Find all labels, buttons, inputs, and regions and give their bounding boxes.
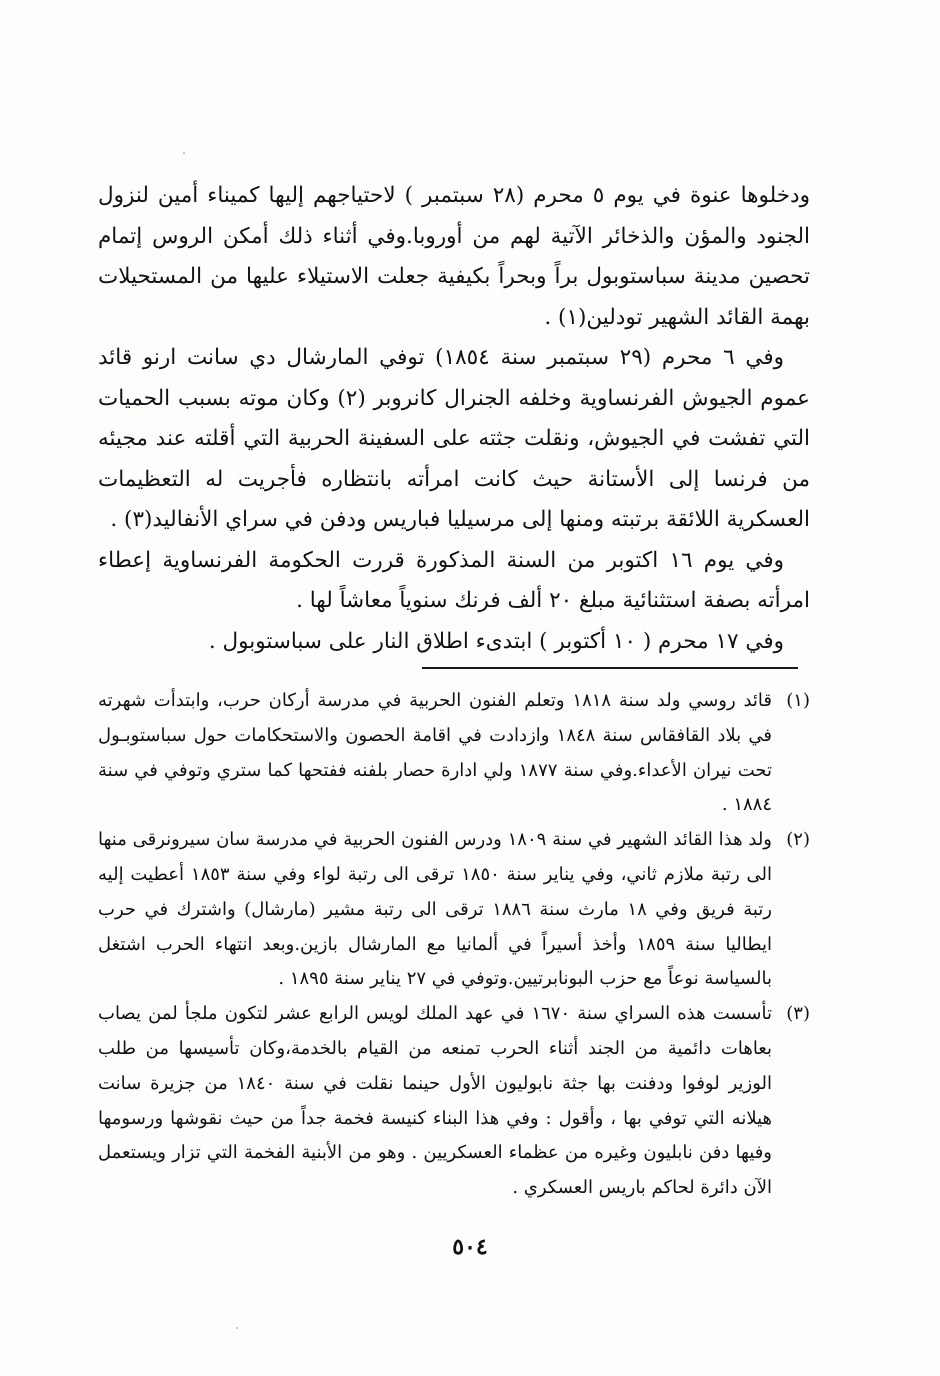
paragraph: وفي يوم ١٦ اكتوبر من السنة المذكورة قررت الحكومة الفرنساوية إعطاء امرأته بصفة استثنائية مبلغ ٢٠ ألف فرنك سنوياً معاشاً لها . [98,547,810,613]
footnotes-section [98,684,810,1206]
footnote-text: ولد هذا القائد الشهير في سنة ١٨٠٩ ودرس الفنون الحربية في مدرسة سان سيرونرقى منها الى رتبة ملازم ثاني، وفي يناير سنة ١٨٥٠ ترقى الى رتبة لواء وفي سنة ١٨٥٣ أعطيت إليه رتبة فريق وفي ١٨ مارث سنة ١٨٨٦ ترقى الى رتبة مشير (مارشال) واشترك في حرب ايطاليا سنة ١٨٥٩ وأخذ أسيراً في ألمانيا مع المارشال بازين.وبعد انتهاء الحرب اشتغل بالسياسة نوعاً مع حزب البونابرتيين.وتوفي في ٢٧ يناير سنة ١٨٩٥ . [98,829,772,990]
paragraph: وفي ١٧ محرم ( ١٠ أكتوبر ) ابتدىء اطلاق النار على سباستوبول . [208,628,784,654]
scan-speck [236,1327,238,1329]
footnote-number: (٣) [786,1003,810,1025]
main-text-block [98,176,810,662]
footnote-text: تأسست هذه السراي سنة ١٦٧٠ في عهد الملك لويس الرابع عشر لتكون ملجأ لمن يصاب بعاهات دائمية من الجند أثناء الحرب تمنعه من القيام بالخدمة،وكان تأسيسها من طلب الوزير لوفوا ودفنت بها جثة نابوليون الأول حينما نقلت في سنة ١٨٤٠ من جزيرة سانت هيلانه التي توفي بها ، وأقول : وفي هذا البناء كنيسة فخمة جداً من حيث نقوشها ورسومها وفيها دفن نابليون وغيره من عظماء العسكريين . وهو من الأبنية الفخمة التي تزار ويستعمل الآن دائرة لحاكم باريس العسكري . [98,1003,773,1199]
footnote-number: (٢) [786,829,810,851]
footnote [98,684,810,823]
scan-speck [183,152,185,154]
footnote [98,823,810,997]
footnote-number: (١) [786,690,810,711]
paragraph: وفي ٦ محرم (٢٩ سبتمبر سنة ١٨٥٤) توفي المارشال دي سانت ارنو قائد عموم الجيوش الفرنساوية وخلفه الجنرال كانروبر (٢) وكان موته بسبب الحميات التي تفشت في الجيوش، ونقلت جثته على السفينة الحربية التي أقلته عند مجيئه من فرنسا إلى الأستانة حيث كانت امرأته بانتظاره فأجريت له التعظيمات العسكرية اللائقة برتبته ومنها إلى مرسيليا فباريس ودفن في سراي الأنفاليد(٣) . [98,345,810,532]
paragraph: ودخلوها عنوة في يوم ٥ محرم (٢٨ سبتمبر ) لاحتياجهم إليها كميناء أمين لنزول الجنود والمؤن والذخائر الآتية لهم من أوروبا.وفي أثناء ذلك أمكن الروس إتمام تحصين مدينة سباستوبول براً وبحراً بكيفية جعلت الاستيلاء عليها من المستحيلات بهمة القائد الشهير تودلين(١) . [98,183,810,330]
page-number: ٥٠٤ [452,1234,488,1260]
footnote-divider [422,667,798,669]
footnote [98,997,810,1206]
footnote-text: قائد روسي ولد سنة ١٨١٨ وتعلم الفنون الحربية في مدرسة أركان حرب، وابتدأت شهرته في بلاد القافقاس سنة ١٨٤٨ وازدادت في اقامة الحصون والاستحكامات حول سباستوبـول تحت نيران الأعداء.وفي سنة ١٨٧٧ ولي ادارة حصار بلفنه ففتحها كما ستري وتوفي في سنة ١٨٨٤ . [98,690,772,816]
